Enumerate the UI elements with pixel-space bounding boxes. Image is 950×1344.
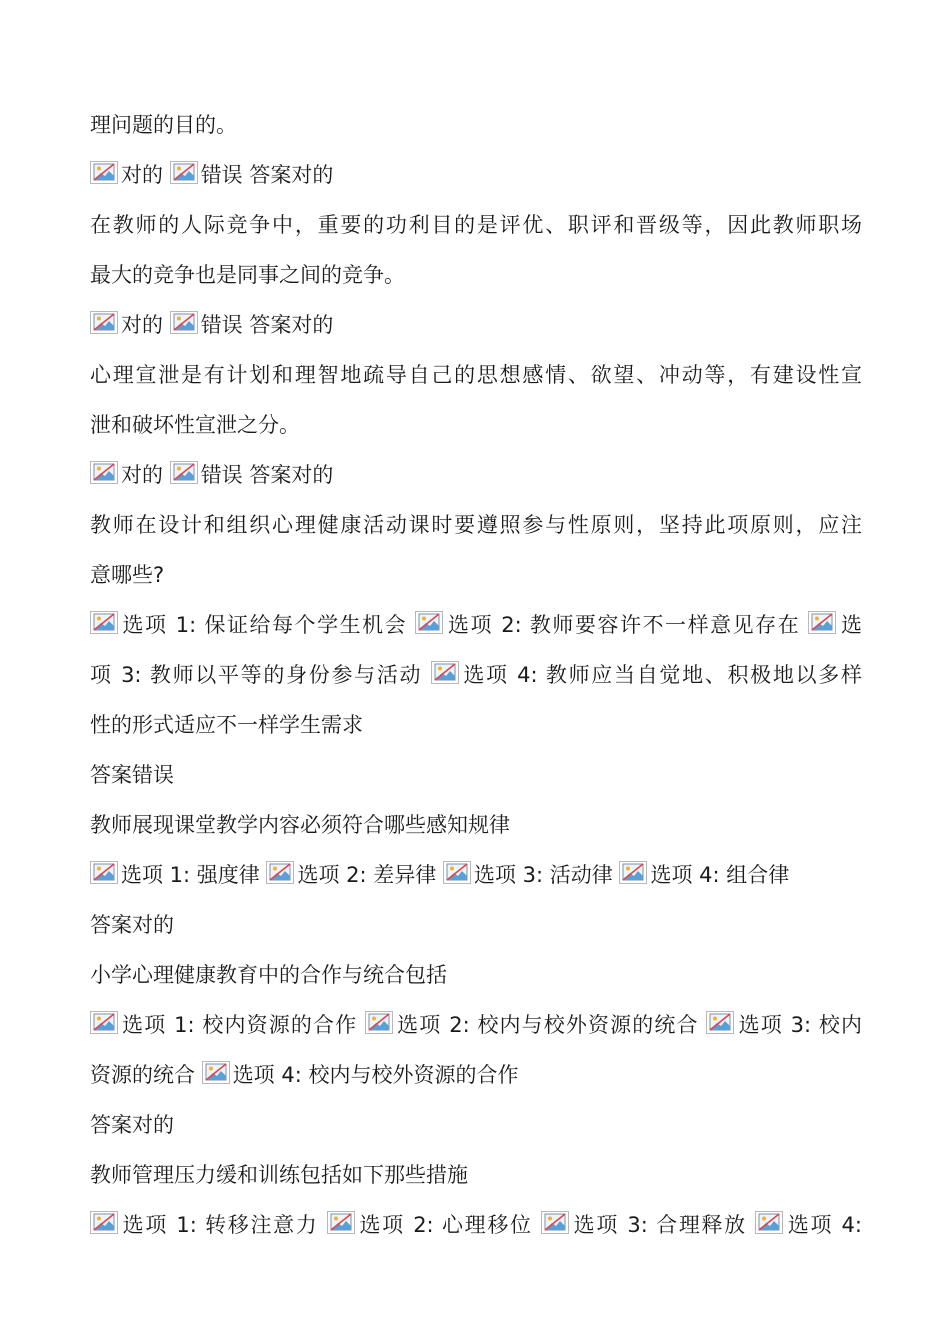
option-false-label: 错误	[200, 163, 243, 187]
broken-image-icon[interactable]	[443, 861, 471, 884]
text-line: 意哪些?	[90, 563, 165, 587]
answer-label: 答案对的	[249, 163, 334, 187]
text-line: 理问题的目的。	[90, 113, 237, 137]
broken-image-icon[interactable]	[415, 611, 443, 634]
mc-options-row	[90, 1050, 862, 1100]
broken-image-icon[interactable]	[431, 661, 459, 684]
answer-label: 答案对的	[249, 463, 334, 487]
broken-image-icon[interactable]	[90, 161, 118, 184]
mc-options-row	[90, 1200, 862, 1250]
option-label: 选项 3: 活动律	[473, 863, 613, 887]
option-label: 选项 3: 校内	[737, 1013, 862, 1037]
broken-image-icon[interactable]	[90, 611, 118, 634]
mc-options-row	[90, 650, 862, 700]
option-label: 选项 2: 校内与校外资源的统合	[396, 1013, 699, 1037]
tf-options-row	[90, 150, 862, 200]
answer-label: 答案对的	[249, 313, 334, 337]
question-text: 小学心理健康教育中的合作与统合包括	[90, 963, 447, 987]
option-label: 选项 2: 差异律	[297, 863, 437, 887]
text-line: 心理宣泄是有计划和理智地疏导自己的思想感情、欲望、冲动等，有建设性宣	[90, 363, 862, 387]
option-label: 选项 4: 校内与校外资源的合作	[232, 1063, 519, 1087]
document-page	[90, 100, 862, 1250]
text-line: 性的形式适应不一样学生需求	[90, 713, 363, 737]
broken-image-icon[interactable]	[541, 1211, 569, 1234]
broken-image-icon[interactable]	[90, 1011, 118, 1034]
mc-options-row	[90, 850, 862, 900]
broken-image-icon[interactable]	[90, 861, 118, 884]
broken-image-icon[interactable]	[706, 1011, 734, 1034]
option-false-label: 错误	[200, 463, 243, 487]
broken-image-icon[interactable]	[808, 611, 836, 634]
option-label: 资源的统合	[90, 1063, 195, 1087]
option-label: 选项 1: 校内资源的合作	[121, 1013, 358, 1037]
option-label: 选项 2: 教师要容许不一样意见存在	[446, 613, 801, 637]
option-label: 选	[839, 613, 862, 637]
broken-image-icon[interactable]	[365, 1011, 393, 1034]
option-label: 选项 1: 保证给每个学生机会	[121, 613, 408, 637]
option-label: 选项 3: 合理释放	[572, 1213, 747, 1237]
broken-image-icon[interactable]	[266, 861, 294, 884]
option-label: 选项 2: 心理移位	[357, 1213, 533, 1237]
answer-label: 答案错误	[90, 763, 174, 787]
text-line: 教师在设计和组织心理健康活动课时要遵照参与性原则，坚持此项原则，应注	[90, 513, 862, 537]
broken-image-icon[interactable]	[327, 1211, 355, 1234]
option-false-label: 错误	[200, 313, 243, 337]
answer-label: 答案对的	[90, 1113, 174, 1137]
answer-label: 答案对的	[90, 913, 174, 937]
option-label: 选项 4: 组合律	[650, 863, 790, 887]
broken-image-icon[interactable]	[90, 1211, 118, 1234]
option-label: 选项 1: 转移注意力	[121, 1213, 319, 1237]
text-line: 泄和破坏性宣泄之分。	[90, 413, 300, 437]
broken-image-icon[interactable]	[90, 461, 118, 484]
mc-options-row	[90, 600, 862, 650]
tf-options-row	[90, 300, 862, 350]
broken-image-icon[interactable]	[170, 461, 198, 484]
text-line: 在教师的人际竞争中，重要的功利目的是评优、职评和晋级等，因此教师职场	[90, 213, 862, 237]
text-line: 最大的竞争也是同事之间的竞争。	[90, 263, 405, 287]
tf-options-row	[90, 450, 862, 500]
mc-options-row	[90, 1000, 862, 1050]
question-text: 教师展现课堂教学内容必须符合哪些感知规律	[90, 813, 510, 837]
option-label: 项 3: 教师以平等的身份参与活动	[90, 663, 423, 687]
option-true-label: 对的	[121, 463, 163, 487]
broken-image-icon[interactable]	[202, 1061, 230, 1084]
broken-image-icon[interactable]	[170, 161, 198, 184]
question-text: 教师管理压力缓和训练包括如下那些措施	[90, 1163, 468, 1187]
option-label: 选项 1: 强度律	[121, 863, 260, 887]
option-true-label: 对的	[121, 313, 163, 337]
broken-image-icon[interactable]	[170, 311, 198, 334]
option-label: 选项 4: 教师应当自觉地、积极地以多样	[461, 663, 862, 687]
broken-image-icon[interactable]	[90, 311, 118, 334]
broken-image-icon[interactable]	[619, 861, 647, 884]
option-label: 选项 4:	[786, 1213, 862, 1237]
option-true-label: 对的	[121, 163, 163, 187]
broken-image-icon[interactable]	[755, 1211, 783, 1234]
